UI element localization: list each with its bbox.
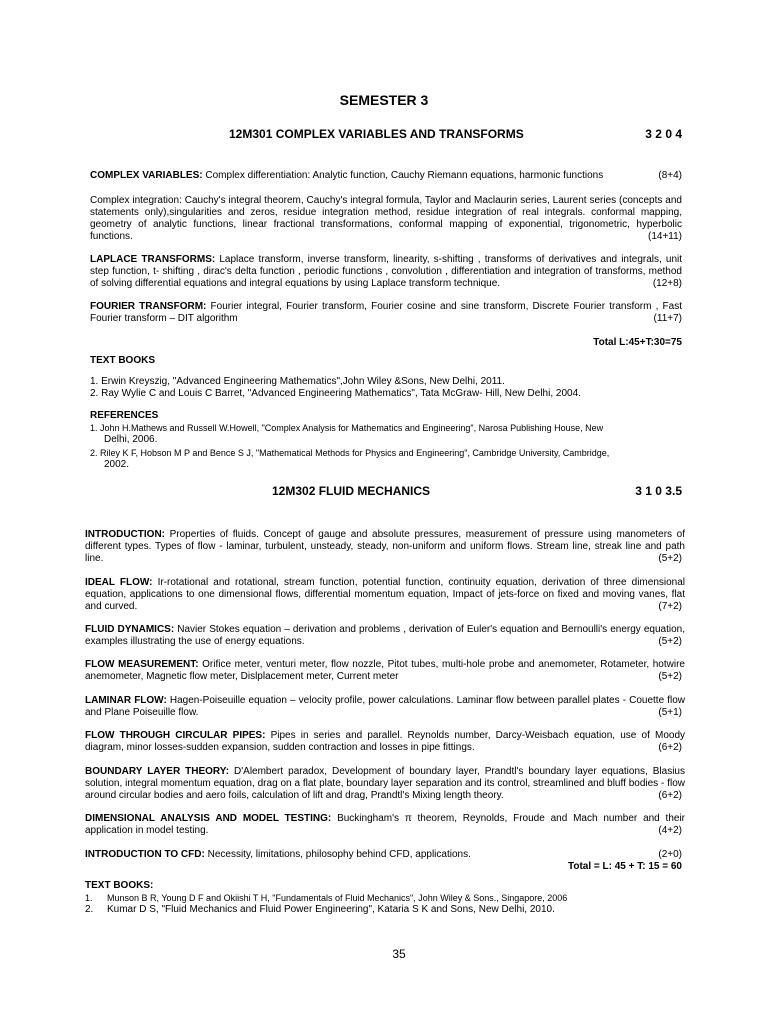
- list-number: 1.: [85, 893, 93, 903]
- course2-unit-6: [85, 730, 685, 754]
- course2-unit-1-hours: (5+2): [658, 553, 682, 564]
- course2-unit-2-hours: (7+2): [658, 601, 682, 612]
- course2-unit-7: [85, 766, 685, 802]
- course2-unit-3: [85, 624, 685, 648]
- course1-textbook-1: 1. Erwin Kreyszig, "Advanced Engineering Mathematics",John Wiley &Sons, New Delhi, 2011.: [90, 376, 505, 387]
- course1-total: Total L:45+T:30=75: [593, 337, 682, 348]
- course2-unit-2: [85, 577, 685, 613]
- course2-unit-5: [85, 695, 685, 719]
- course1-unit-3: [90, 254, 682, 290]
- course1-textbook-2: 2. Ray Wylie C and Louis C Barret, "Advanced Engineering Mathematics", Tata McGraw- Hill, New Delhi, 2004.: [90, 388, 581, 399]
- course2-textbook-1: [85, 892, 568, 904]
- course1-unit-2-hours: (14+11): [647, 231, 682, 242]
- course2-total: Total = L: 45 + T: 15 = 60: [567, 861, 682, 872]
- unit-heading: BOUNDARY LAYER THEORY:: [85, 766, 230, 777]
- unit-heading: FLOW THROUGH CIRCULAR PIPES:: [85, 730, 266, 741]
- course2-unit-9: [85, 849, 471, 861]
- course2-unit-4: [85, 659, 685, 683]
- unit-heading: COMPLEX VARIABLES:: [90, 170, 203, 181]
- unit-text: Hagen-Poiseuille equation – velocity profile, power calculations. Laminar flow between parallel plates - Couette flow and Plane Poiseuille flow.: [85, 695, 686, 718]
- unit-text: Complex integration: Cauchy's integral theorem, Cauchy's integral formula, Taylor and Maclaurin series, Laurent series (concepts and statements only),singularities and zeros, residue integration method, residue integration of real integrals. conformal mapping, geometry of analytic functions, linear fractional transformations, conformal mapping of exponential, trigonometric, hyperbolic functions.: [90, 195, 682, 242]
- course1-unit-3-hours: (12+8): [652, 278, 682, 289]
- unit-text: Pipes in series and parallel. Reynolds number, Darcy-Weisbach equation, use of Moody diagram, minor losses-sudden expansion, sudden contraction and losses in pipe fittings.: [85, 730, 686, 753]
- course2-credits: 3 1 0 3.5: [635, 484, 682, 498]
- unit-text: Properties of fluids. Concept of gauge and absolute pressures, measurement of pressure using manometers of different types. Types of flow - laminar, turbulent, unsteady, steady, non-uniform and uniform flows. Stream line, streak line and path line.: [85, 529, 686, 564]
- course2-unit-6-hours: (6+2): [658, 742, 682, 753]
- unit-heading: FLOW MEASUREMENT:: [85, 659, 199, 670]
- course2-unit-8-hours: (4+2): [658, 825, 682, 836]
- course1-references-heading: REFERENCES: [90, 410, 159, 421]
- unit-text: D'Alembert paradox, Development of boundary layer, Prandtl's boundary layer equations, Blasius solution, integral momentum equation, drag on a flat plate, boundary layer separation and its control, streamlined and bluff bodies - flow around circular bodies and aero foils, calculation of lift and drag, Prandtl's Mixing length theory.: [85, 766, 685, 801]
- unit-text: Buckingham's π theorem, Reynolds, Froude and Mach number and their application in model testing.: [85, 813, 686, 836]
- unit-heading: FLUID DYNAMICS:: [85, 624, 175, 635]
- course1-title: 12M301 COMPLEX VARIABLES AND TRANSFORMS: [229, 127, 524, 141]
- unit-heading: LAPLACE TRANSFORMS:: [90, 254, 216, 265]
- course2-textbook-2: [85, 904, 555, 916]
- page-number: 35: [392, 947, 406, 961]
- list-number: 2.: [85, 904, 94, 915]
- unit-text: Fourier integral, Fourier transform, Fourier cosine and sine transform, Discrete Fourier transform , Fast Fourier transform – DIT algorithm: [90, 301, 682, 324]
- course1-credits: 3 2 0 4: [645, 127, 682, 141]
- unit-heading: INTRODUCTION:: [85, 529, 165, 540]
- course1-reference-1: 1. John H.Mathews and Russell W.Howell, "Complex Analysis for Mathematics and Engineering", Narosa Publishing House, New: [90, 423, 604, 433]
- course1-unit-4: [90, 301, 682, 325]
- course2-unit-8: [85, 813, 685, 837]
- course2-unit-9-hours: (2+0): [658, 849, 682, 860]
- page-title: SEMESTER 3: [339, 92, 429, 108]
- unit-heading: IDEAL FLOW:: [85, 577, 153, 588]
- course1-reference-1-cont: Delhi, 2006.: [104, 434, 158, 445]
- course2-unit-7-hours: (6+2): [658, 790, 682, 801]
- course1-reference-2: 2. Riley K F, Hobson M P and Bence S J, "Mathematical Methods for Physics and Engineering", Cambridge University, Cambridge,: [90, 448, 610, 458]
- unit-hours: (8+4): [658, 170, 682, 181]
- unit-text: Navier Stokes equation – derivation and problems , derivation of Euler's equation and Bernoulli's energy equation, examples illustrating the use of energy equations.: [85, 624, 685, 647]
- list-text: Munson B R, Young D F and Okiishi T H, "Fundamentals of Fluid Mechanics", John Wiley & Sons., Singapore, 2006: [107, 893, 568, 903]
- unit-heading: FOURIER TRANSFORM:: [90, 301, 207, 312]
- course1-unit-4-hours: (11+7): [653, 313, 682, 324]
- course2-unit-5-hours: (5+1): [658, 707, 682, 718]
- unit-text: Ir-rotational and rotational, stream function, potential function, continuity equation, derivation of three dimensional equation, applications to one dimensional flows, differential momentum equation, Impact of jets-force on fixed and moving vanes, flat and curved.: [85, 577, 686, 612]
- unit-heading: LAMINAR FLOW:: [85, 695, 167, 706]
- course2-unit-4-hours: (5+2): [658, 671, 682, 682]
- unit-heading: INTRODUCTION TO CFD:: [85, 849, 205, 860]
- unit-heading: DIMENSIONAL ANALYSIS AND MODEL TESTING:: [85, 813, 332, 824]
- course2-textbooks-heading: TEXT BOOKS:: [85, 880, 154, 891]
- course2-unit-1: [85, 529, 685, 565]
- course1-unit-1: [90, 170, 682, 182]
- unit-text: Complex differentiation: Analytic function, Cauchy Riemann equations, harmonic functions: [205, 170, 604, 181]
- course1-reference-2-cont: 2002.: [104, 459, 130, 470]
- course2-unit-3-hours: (5+2): [658, 636, 682, 647]
- list-text: Kumar D S, "Fluid Mechanics and Fluid Power Engineering", Kataria S K and Sons, New Delhi, 2010.: [107, 904, 555, 915]
- course2-title: 12M302 FLUID MECHANICS: [272, 484, 431, 498]
- course1-textbooks-heading: TEXT BOOKS: [90, 355, 156, 366]
- unit-text: Laplace transform, inverse transform, linearity, s-shifting , transforms of derivatives and integrals, unit step function, t- shifting , dirac's delta function , periodic functions , convolution , differentiation and integration of transforms, method of solving differential equations and integral equations by using Laplace transform technique.: [90, 254, 682, 289]
- unit-text: Necessity, limitations, philosophy behind CFD, applications.: [207, 849, 471, 860]
- course1-unit-2: [90, 195, 682, 243]
- unit-text: Orifice meter, venturi meter, flow nozzle, Pitot tubes, multi-hole probe and anemometer, Rotameter, hotwire anemometer, Magnetic flow meter, Dislplacement meter, Current meter: [85, 659, 685, 682]
